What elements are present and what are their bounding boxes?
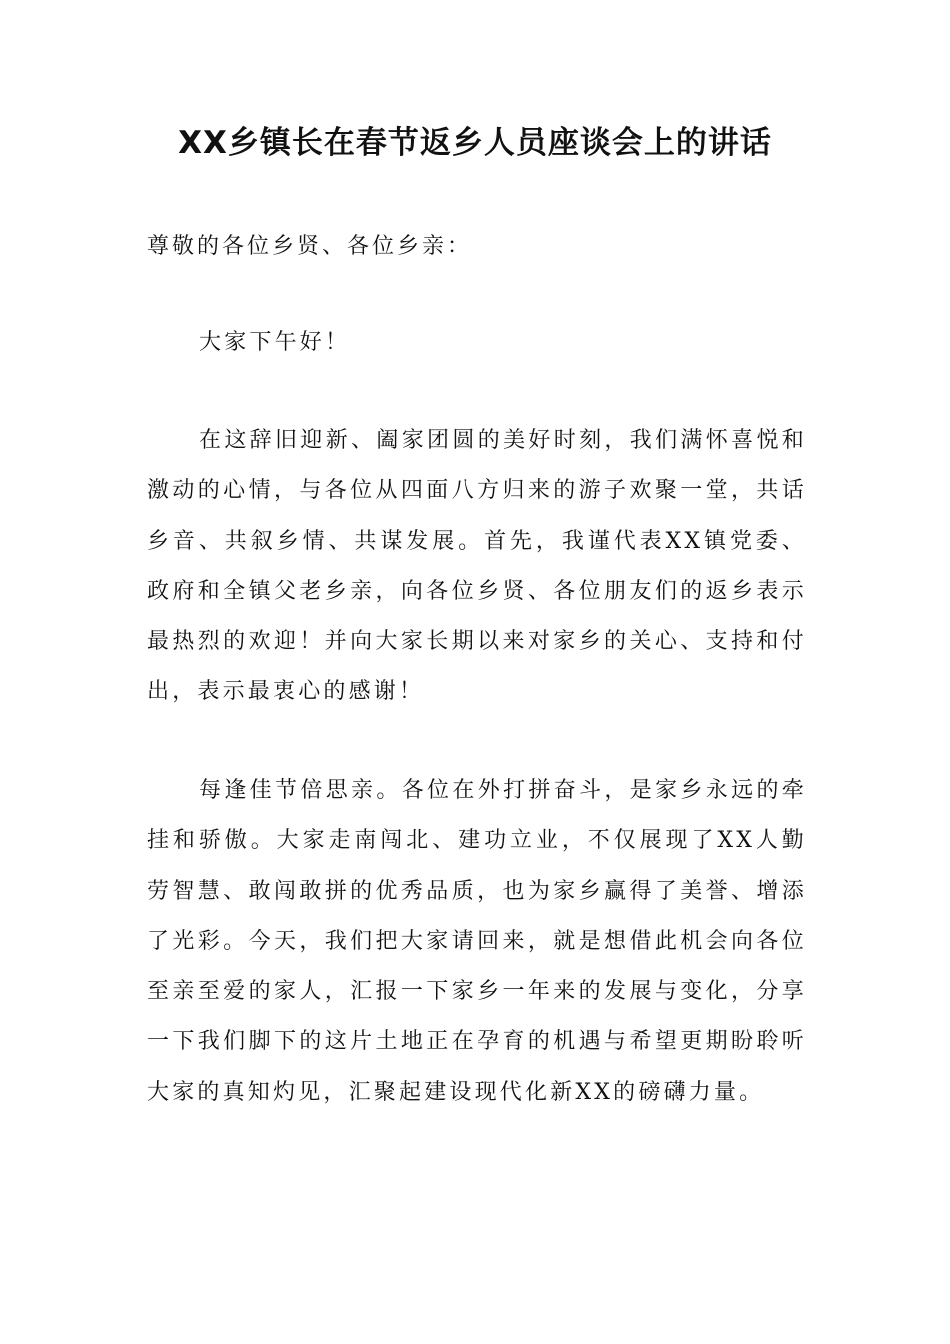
salutation: 尊敬的各位乡贤、各位乡亲： xyxy=(147,234,473,259)
body-paragraph-welcome: 在这辞旧迎新、阖家团圆的美好时刻，我们满怀喜悦和激动的心情，与各位从四面八方归来的游子欢聚一堂，共话乡音、共叙乡情、共谋发展。首先，我谨代表XX镇党委、政府和全镇父老乡亲，向各位乡贤、各位朋友们的返乡表示最热烈的欢迎！并向大家长期以来对家乡的关心、支持和付出，表示最衷心的感谢！ xyxy=(147,428,807,705)
body-paragraph-homesick: 每逢佳节倍思亲。各位在外打拼奋斗，是家乡永远的牵挂和骄傲。大家走南闯北、建功立业，不仅展现了XX人勤劳智慧、敢闯敢拼的优秀品质，也为家乡赢得了美誉、增添了光彩。今天，我们把大家请回来，就是想借此机会向各位至亲至爱的家人，汇报一下家乡一年来的发展与变化，分享一下我们脚下的这片土地正在孕育的机遇与希望更期盼聆听大家的真知灼见，汇聚起建设现代化新XX的磅礴力量。 xyxy=(147,778,807,1105)
document-title: XX乡镇长在春节返乡人员座谈会上的讲话 xyxy=(178,125,772,161)
greeting-paragraph: 大家下午好！ xyxy=(199,330,351,355)
